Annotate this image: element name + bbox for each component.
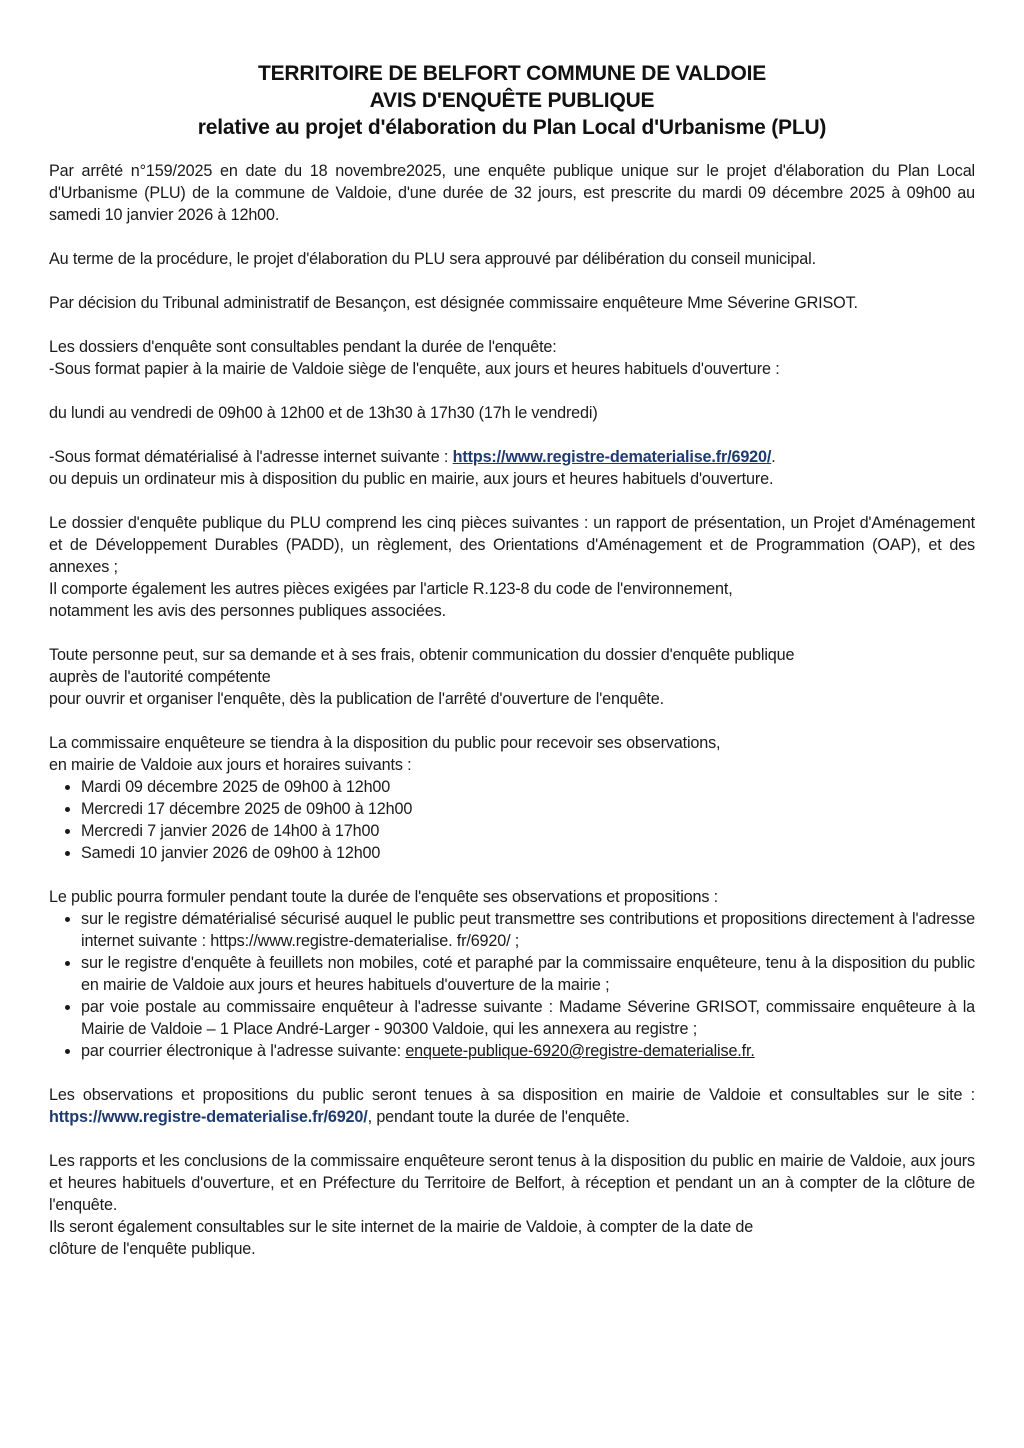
communication-line1: Toute personne peut, sur sa demande et à ses frais, obtenir communication du dossier d'enquête publique <box>49 646 795 664</box>
paragraph-composition <box>49 512 975 622</box>
composition-article: Il comporte également les autres pièces exigées par l'article R.123-8 du code de l'environnement, <box>49 580 733 598</box>
permanences-line1: La commissaire enquêteure se tiendra à la disposition du public pour recevoir ses observations, <box>49 734 721 752</box>
observations-suffix: , pendant toute la durée de l'enquête. <box>367 1108 630 1126</box>
paragraph-permanences <box>49 732 975 776</box>
communication-line3: pour ouvrir et organiser l'enquête, dès la publication de l'arrêté d'ouverture de l'enquête. <box>49 690 664 708</box>
communication-line2: auprès de l'autorité compétente <box>49 668 271 686</box>
dossiers-papier: -Sous format papier à la mairie de Valdoie siège de l'enquête, aux jours et heures habituels d'ouverture : <box>49 360 780 378</box>
mode-email-prefix: par courrier électronique à l'adresse suivante: <box>81 1042 406 1060</box>
permanences-list <box>49 776 975 864</box>
notice-header <box>0 60 1024 141</box>
registre-link-2[interactable]: https://www.registre-dematerialise.fr/6920/ <box>49 1108 368 1126</box>
mode-item <box>81 1040 975 1062</box>
dematerialise-line <box>49 446 975 468</box>
paragraph-dossiers <box>49 336 975 380</box>
rapports-line2: Ils seront également consultables sur le site internet de la mairie de Valdoie, à compter de la date de <box>49 1218 754 1236</box>
paragraph-horaires: du lundi au vendredi de 09h00 à 12h00 et de 13h30 à 17h30 (17h le vendredi) <box>49 404 598 422</box>
mode-item: • par voie postale au commissaire enquêteur à l'adresse suivante : Madame Séverine GRISOT, commissaire enquêteure à la Mairie de Valdoie – 1 Place André-Larger - 90300 Valdoie, qui les annexera au registre ; <box>81 996 975 1040</box>
paragraph-arrete: Par arrêté n°159/2025 en date du 18 novembre2025, une enquête publique unique sur le projet d'élaboration du Plan Local d'Urbanisme (PLU) de la commune de Valdoie, d'une durée de 32 jours, est prescrite du mardi 09 décembre 2025 à 09h00 au samedi 10 janvier 2026 à 12h00. <box>49 162 975 224</box>
permanence-item: • Mercredi 7 janvier 2026 de 14h00 à 17h00 <box>81 820 975 842</box>
paragraph-rapports <box>49 1150 975 1260</box>
rapports-line1: Les rapports et les conclusions de la commissaire enquêteure seront tenus à la disposition du public en mairie de Valdoie, aux jours et heures habituels d'ouverture, et en Préfecture du Territoire de Belfort, à réception et pendant un an à compter de la clôture de l'enquête. <box>49 1152 975 1214</box>
paragraph-observations <box>49 1084 975 1128</box>
modes-list <box>49 908 975 1062</box>
mode-item: • sur le registre d'enquête à feuillets non mobiles, coté et paraphé par la commissaire enquêteure, tenu à la disposition du public en mairie de Valdoie aux jours et heures habituels d'ouverture de la mairie ; <box>81 952 975 996</box>
notice-body <box>49 160 975 1282</box>
paragraph-communication <box>49 644 975 710</box>
registre-link[interactable]: https://www.registre-dematerialise.fr/6920/ <box>452 448 772 466</box>
composition-avis: notamment les avis des personnes publiques associées. <box>49 602 446 620</box>
permanence-item: • Mercredi 17 décembre 2025 de 09h00 à 12h00 <box>81 798 975 820</box>
permanence-item: • Mardi 09 décembre 2025 de 09h00 à 12h00 <box>81 776 975 798</box>
mode-item: • sur le registre dématérialisé sécurisé auquel le public peut transmettre ses contributions et propositions directement à l'adresse internet suivante : https://www.registre-dematerialise. fr/6920/ ; <box>81 908 975 952</box>
ordinateur-line: ou depuis un ordinateur mis à disposition du public en mairie, aux jours et heures habituels d'ouverture. <box>49 470 774 488</box>
header-title: AVIS D'ENQUÊTE PUBLIQUE <box>369 89 655 112</box>
permanences-line2: en mairie de Valdoie aux jours et horaires suivants : <box>49 756 412 774</box>
dematerialise-prefix: -Sous format dématérialisé à l'adresse internet suivante : <box>49 448 453 466</box>
paragraph-procedure: Au terme de la procédure, le projet d'élaboration du PLU sera approuvé par délibération du conseil municipal. <box>49 250 816 268</box>
composition-pieces: Le dossier d'enquête publique du PLU comprend les cinq pièces suivantes : un rapport de présentation, un Projet d'Aménagement et de Développement Durables (PADD), un règlement, des Orientations d'Aménagement et de Programmation (OAP), et des annexes ; <box>49 514 975 576</box>
header-subtitle: relative au projet d'élaboration du Plan Local d'Urbanisme (PLU) <box>197 116 827 139</box>
header-territory: TERRITOIRE DE BELFORT COMMUNE DE VALDOIE <box>257 62 767 85</box>
paragraph-commissaire: Par décision du Tribunal administratif de Besançon, est désignée commissaire enquêteure Mme Séverine GRISOT. <box>49 294 858 312</box>
email-link[interactable]: enquete-publique-6920@registre-dematerialise.fr. <box>405 1042 755 1060</box>
paragraph-dematerialise <box>49 446 975 490</box>
dossiers-intro: Les dossiers d'enquête sont consultables pendant la durée de l'enquête: <box>49 338 557 356</box>
permanence-item: • Samedi 10 janvier 2026 de 09h00 à 12h00 <box>81 842 975 864</box>
dematerialise-suffix: . <box>771 448 776 466</box>
observations-prefix: Les observations et propositions du public seront tenues à sa disposition en mairie de Valdoie et consultables sur le site : <box>49 1086 975 1104</box>
rapports-line3: clôture de l'enquête publique. <box>49 1240 256 1258</box>
paragraph-modes-intro: Le public pourra formuler pendant toute la durée de l'enquête ses observations et propositions : <box>49 888 719 906</box>
